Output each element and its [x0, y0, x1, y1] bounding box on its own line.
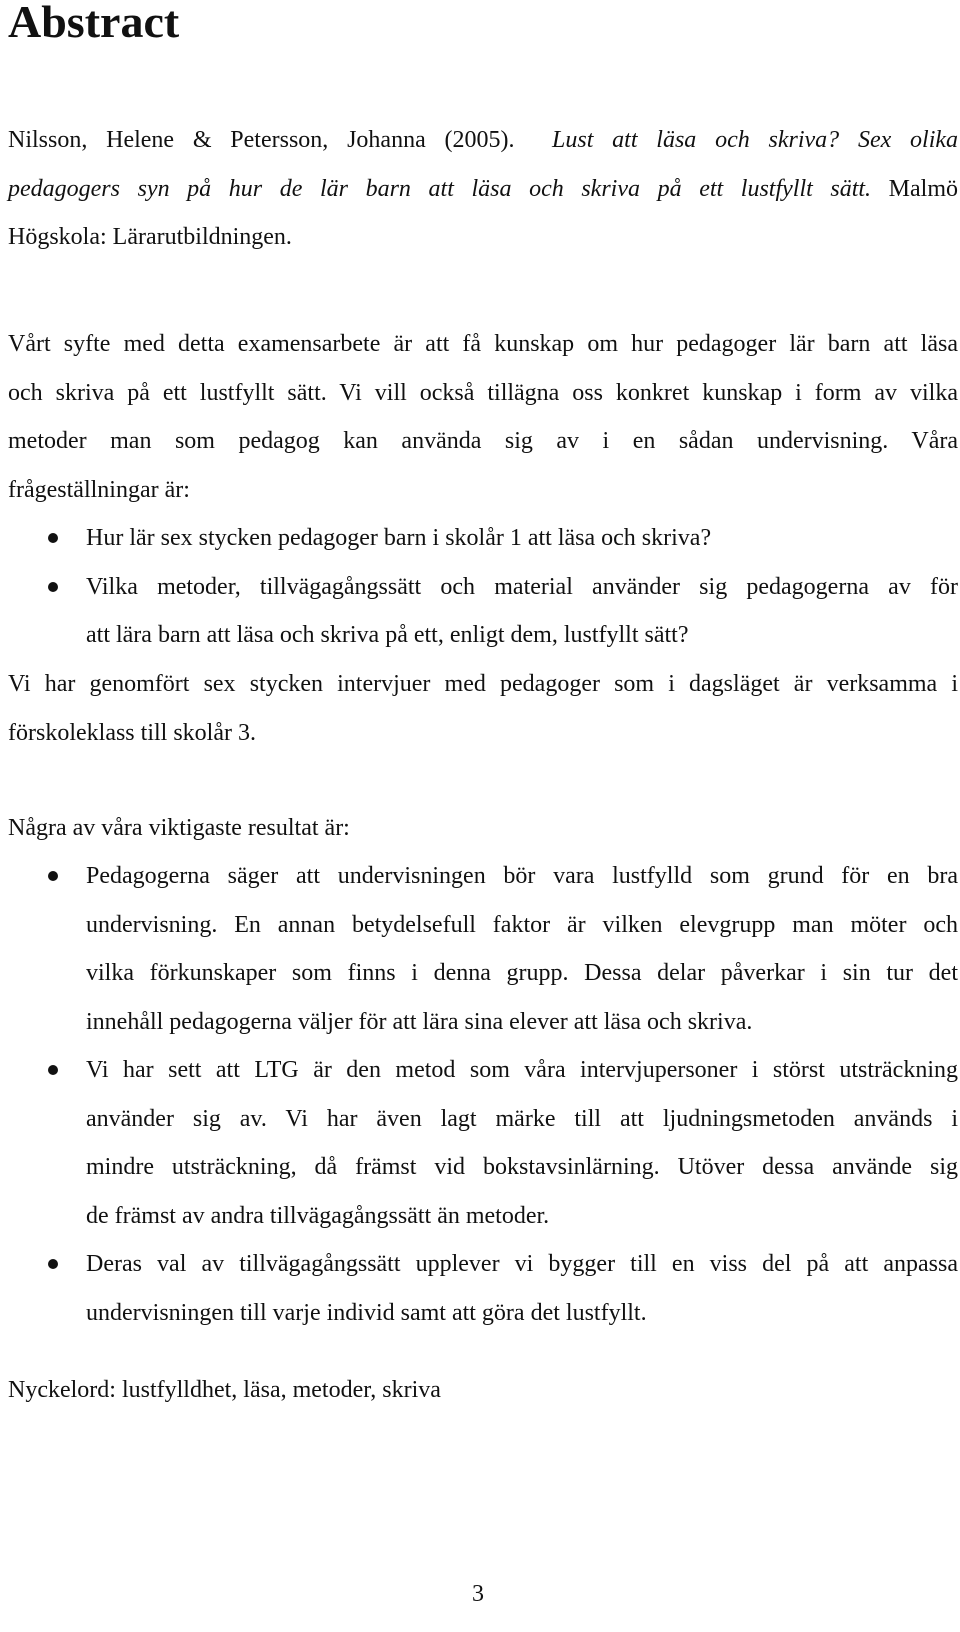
bullet-icon — [48, 871, 58, 881]
citation-paragraph — [8, 116, 958, 262]
keywords-paragraph — [8, 1366, 958, 1415]
list-item — [8, 514, 958, 563]
citation-line-3: Högskola: Lärarutbildningen. — [8, 224, 292, 250]
question-line: Vilka metoder, tillvägagångssätt och material använder sig pedagogerna av för — [86, 573, 958, 600]
page-number: 3 — [472, 1581, 484, 1607]
purpose-line: Vårt syfte med detta examensarbete är att få kunskap om hur pedagoger lär barn att läsa — [8, 331, 958, 357]
list-item — [8, 563, 958, 660]
purpose-line: metoder man som pedagog kan använda sig av i en sådan undervisning. Våra — [8, 428, 958, 454]
citation-title-part-1: Lust att läsa och skriva? Sex olika — [552, 127, 959, 153]
result-line: använder sig av. Vi har även lagt märke till att ljudningsmetoden används i — [86, 1105, 958, 1132]
bullet-icon — [48, 533, 58, 543]
result-line: Vi har sett att LTG är den metod som våra intervjupersoner i störst utsträckning — [86, 1057, 958, 1083]
purpose-line: och skriva på ett lustfyllt sätt. Vi vill också tillägna oss konkret kunskap i form av vilka — [8, 379, 958, 406]
result-line: undervisningen till varje individ samt att göra det lustfyllt. — [86, 1299, 647, 1326]
purpose-paragraph — [8, 320, 958, 514]
citation-authors: Nilsson, Helene & Petersson, Johanna (2005). — [8, 127, 515, 153]
keywords-text: Nyckelord: lustfylldhet, läsa, metoder, skriva — [8, 1377, 441, 1403]
result-line: innehåll pedagogerna väljer för att lära sina elever att läsa och skriva. — [86, 1008, 753, 1035]
results-list — [8, 852, 958, 1337]
method-line: förskoleklass till skolår 3. — [8, 719, 256, 746]
result-line: undervisning. En annan betydelsefull faktor är vilken elevgrupp man möter och — [86, 911, 958, 938]
results-intro-text: Några av våra viktigaste resultat är: — [8, 815, 350, 841]
result-line: vilka förkunskaper som finns i denna grupp. Dessa delar påverkar i sin tur det — [86, 960, 958, 986]
purpose-line: frågeställningar är: — [8, 476, 190, 503]
result-line: Pedagogerna säger att undervisningen bör vara lustfylld som grund för en bra — [86, 863, 958, 889]
result-line: de främst av andra tillvägagångssätt än metoder. — [86, 1202, 550, 1229]
bullet-icon — [48, 582, 58, 592]
citation-title-part-2: pedagogers syn på hur de lär barn att läsa och skriva på ett lustfyllt sätt. — [8, 175, 872, 202]
question-line: att lära barn att läsa och skriva på ett, enligt dem, lustfyllt sätt? — [86, 622, 689, 648]
list-item — [8, 1240, 958, 1337]
citation-place: Malmö — [888, 175, 958, 202]
result-line: Deras val av tillvägagångssätt upplever vi bygger till en viss del på att anpassa — [86, 1251, 958, 1277]
method-paragraph — [8, 660, 958, 757]
results-intro — [8, 804, 958, 853]
list-item — [8, 852, 958, 1046]
citation-line-1 — [8, 116, 958, 165]
list-item — [8, 1046, 958, 1240]
result-line: mindre utsträckning, då främst vid bokstavsinlärning. Utöver dessa använde sig — [86, 1154, 958, 1180]
citation-line-2 — [8, 165, 958, 214]
question-line: Hur lär sex stycken pedagoger barn i skolår 1 att läsa och skriva? — [86, 525, 712, 551]
page-title: Abstract — [8, 0, 180, 47]
bullet-icon — [48, 1065, 58, 1075]
research-questions-list — [8, 514, 958, 660]
method-line: Vi har genomfört sex stycken intervjuer med pedagoger som i dagsläget är verksamma i — [8, 671, 958, 697]
bullet-icon — [48, 1259, 58, 1269]
